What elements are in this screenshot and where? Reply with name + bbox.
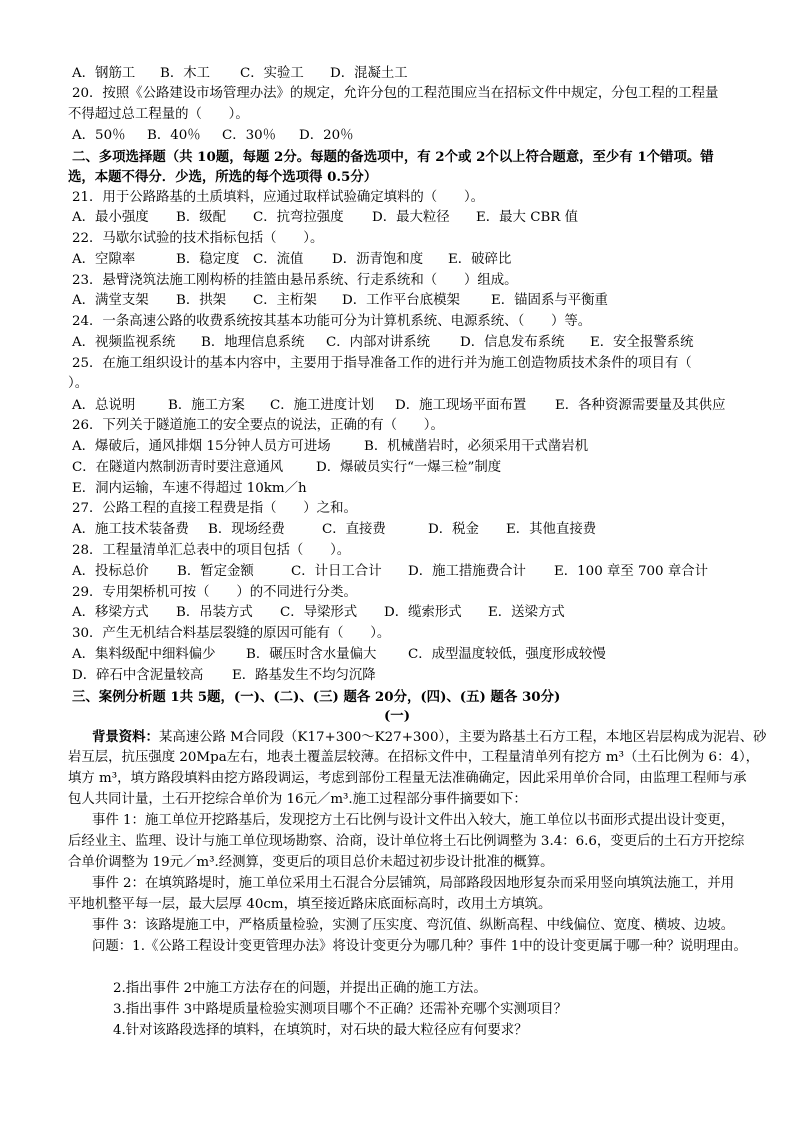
option-b: B．地理信息系统 [201,335,305,350]
option-a: A．投标总价 [72,564,149,579]
q23-options [72,291,608,311]
option-a: A．50％ [72,128,126,143]
option-e: E．安全报警系统 [590,335,694,350]
option-d: D．工作平台底模架 [342,293,460,308]
event1-line2: 后经业主、监理、设计与施工单位现场勘察、洽商，设计单位将土石比例调整为 3.4：6.6，变更后的土石方开挖综 [68,834,745,849]
q29-stem: 29．专用架桥机可按（ ）的不同进行分类。 [72,585,357,600]
q20-stem-line1: 20．按照《公路建设市场管理办法》的规定，允许分包的工程范围应当在招标文件中规定，分包工程的工程量 [72,86,719,101]
option-d: D．沥青饱和度 [332,252,424,267]
option-a: A．施工技术装备费 [72,522,189,537]
q21-options [72,208,578,228]
option-c: C．施工进度计划 [270,398,374,413]
question-4: 4.针对该路段选择的填料，在填筑时，对石块的最大粒径应有何要求？ [113,1023,528,1038]
option-b: B．级配 [176,210,227,225]
event3-line: 事件 3：该路堤施工中，严格质量检验，实测了压实度、弯沉值、纵断高程、中线偏位、宽度、横坡、边坡。 [92,918,735,933]
option-a: A．爆破后，通风排烟 15分钟人员方可进场 [72,439,331,454]
option-a: A．总说明 [72,398,136,413]
section2-heading-line1: 二、多项选择题（共 10题，每题 2分。每题的备选项中，有 2个或 2个以上符合题意，至少有 1个错项。错 [72,149,714,165]
option-d: D．爆破员实行“一爆三检”制度 [316,460,502,475]
option-c: C．实验工 [240,66,304,81]
option-b: B．施工方案 [168,398,245,413]
q30-options-row1 [72,645,606,665]
option-d: D．混凝土工 [330,66,408,81]
option-a: A．视频监视系统 [72,335,176,350]
q29-options [72,603,565,623]
event2-line1: 事件 2：在填筑路堤时，施工单位采用土石混合分层铺筑，局部路段因地形复杂而采用竖向填筑法施工，并用 [92,876,735,891]
option-a: A．钢筋工 [72,66,136,81]
option-e: E．送梁方式 [488,605,565,620]
q22-stem: 22．马歇尔试验的技术指标包括（ ）。 [72,231,324,246]
option-b: B．40％ [147,128,201,143]
option-a: A．移梁方式 [72,605,149,620]
option-e: E．100 章至 700 章合计 [554,564,709,579]
background-text: 某高速公路 M合同段（K17+300～K27+300），主要为路基土石方工程，本地区岩层构成为泥岩、砂 [158,730,767,745]
q22-options [72,250,511,270]
option-a: A．满堂支架 [72,293,149,308]
q26-option-e: E．洞内运输，车速不得超过 10km／h [72,481,307,496]
background-label: 背景资料： [92,729,159,745]
top-options [72,64,408,84]
background-line3: 填方 m³，填方路段填料由挖方路段调运，考虑到部份工程量无法准确确定，因此采用单价合同，由监理工程师与承 [68,771,747,786]
background-line2: 岩互层，抗压强度 20Mpa左右，地表土覆盖层较薄。在招标文件中，工程量清单列有挖方 m³（土石比例为 6：4）， [68,750,760,765]
case-title: (一) [383,708,411,724]
option-c: C．直接费 [322,522,386,537]
q24-stem: 24．一条高速公路的收费系统按其基本功能可分为计算机系统、电源系统、（ ）等。 [72,314,592,329]
q28-options [72,562,708,582]
background-line4: 包人共同计量，土石开挖综合单价为 16元／m³.施工过程部分事件摘要如下： [68,792,527,807]
option-c: C．内部对讲系统 [326,335,430,350]
option-b: B．碾压时含水量偏大 [246,647,377,662]
question-1: 问题：1.《公路工程设计变更管理办法》将设计变更分为哪几种？事件 1中的设计变更属于哪一种？说明理由。 [92,939,747,954]
q25-stem-line2: ）。 [68,376,89,391]
option-c: C．30％ [222,128,277,143]
option-c: C．在隧道内熬制沥青时要注意通风 [72,460,284,475]
q21-stem: 21．用于公路路基的土质填料，应通过取样试验确定填料的（ ）。 [72,190,485,205]
option-c: C．流值 [253,252,304,267]
q23-stem: 23．悬臂浇筑法施工刚构桥的挂篮由悬吊系统、行走系统和（ ）组成。 [72,273,518,288]
q24-options [72,333,694,353]
event1-line3: 合单价调整为 19元／m³.经测算，变更后的项目总价未超过初步设计批准的概算。 [68,855,554,870]
q30-options-row2 [72,666,376,686]
option-d: D．20％ [299,128,354,143]
option-d: D．信息发布系统 [460,335,565,350]
option-a: A．空隙率 [72,252,136,267]
background-line1 [92,727,767,747]
q28-stem: 28．工程量清单汇总表中的项目包括（ ）。 [72,543,351,558]
q20-stem-line2: 不得超过总工程量的（ ）。 [68,107,249,122]
event1-line1: 事件 1：施工单位开挖路基后，发现挖方土石比例与设计文件出入较大，施工单位以书面形式提出设计变更， [92,813,735,828]
section2-heading-line2: 选，本题不得分．少选，所选的每个选项得 0.5分） [68,169,378,185]
q25-options [72,396,725,416]
option-b: B．机械凿岩时，必须采用干式凿岩机 [364,439,589,454]
option-d: D．最大粒径 [372,210,450,225]
question-3: 3.指出事件 3中路堤质量检验实测项目哪个不正确？还需补充哪个实测项目？ [113,1002,568,1017]
q26-options-row2 [72,458,501,478]
option-c: C．抗弯拉强度 [253,210,344,225]
option-e: E．其他直接费 [506,522,597,537]
option-b: B．暂定金额 [177,564,254,579]
option-c: C．主桁架 [253,293,317,308]
q26-options-row1 [72,437,588,457]
option-c: C．成型温度较低，强度形成较慢 [408,647,606,662]
option-e: E．最大 CBR 值 [476,210,579,225]
option-b: B．拱架 [176,293,227,308]
option-d: D．税金 [428,522,479,537]
section3-heading: 三、案例分析题 1共 5题，(一)、(二)、(三) 题各 20分，(四)、(五) 题各 30分) [72,689,561,705]
option-b: B．木工 [160,66,211,81]
event2-line2: 平地机整平每一层，最大层厚 40cm，填至接近路床底面标高时，改用土方填筑。 [68,897,552,912]
option-c: C．导梁形式 [280,605,358,620]
option-e: E．锚固系与平衡重 [491,293,608,308]
option-b: B．吊装方式 [176,605,253,620]
q26-stem: 26．下列关于隧道施工的安全要点的说法，正确的有（ ）。 [72,418,444,433]
option-e: E．各种资源需要量及其供应 [555,398,726,413]
option-e: E．破碎比 [448,252,512,267]
q27-stem: 27．公路工程的直接工程费是指（ ）之和。 [72,501,357,516]
option-a: A．最小强度 [72,210,149,225]
option-d: D．缆索形式 [384,605,462,620]
q25-stem-line1: 25．在施工组织设计的基本内容中，主要用于指导准备工作的进行并为施工创造物质技术条件的项目有（ [72,356,692,371]
q27-options [72,520,596,540]
option-b: B．现场经费 [208,522,285,537]
option-a: A．集料级配中细料偏少 [72,647,216,662]
option-e: E．路基发生不均匀沉降 [232,668,376,683]
q20-options [72,126,354,146]
option-b: B．稳定度 [176,252,240,267]
option-d: D．碎石中含泥量较高 [72,668,204,683]
option-d: D．施工措施费合计 [408,564,526,579]
option-c: C．计日工合计 [291,564,382,579]
option-d: D．施工现场平面布置 [395,398,527,413]
q30-stem: 30．产生无机结合料基层裂缝的原因可能有（ ）。 [72,626,391,641]
question-2: 2.指出事件 2中施工方法存在的问题，并提出正确的施工方法。 [113,981,487,996]
